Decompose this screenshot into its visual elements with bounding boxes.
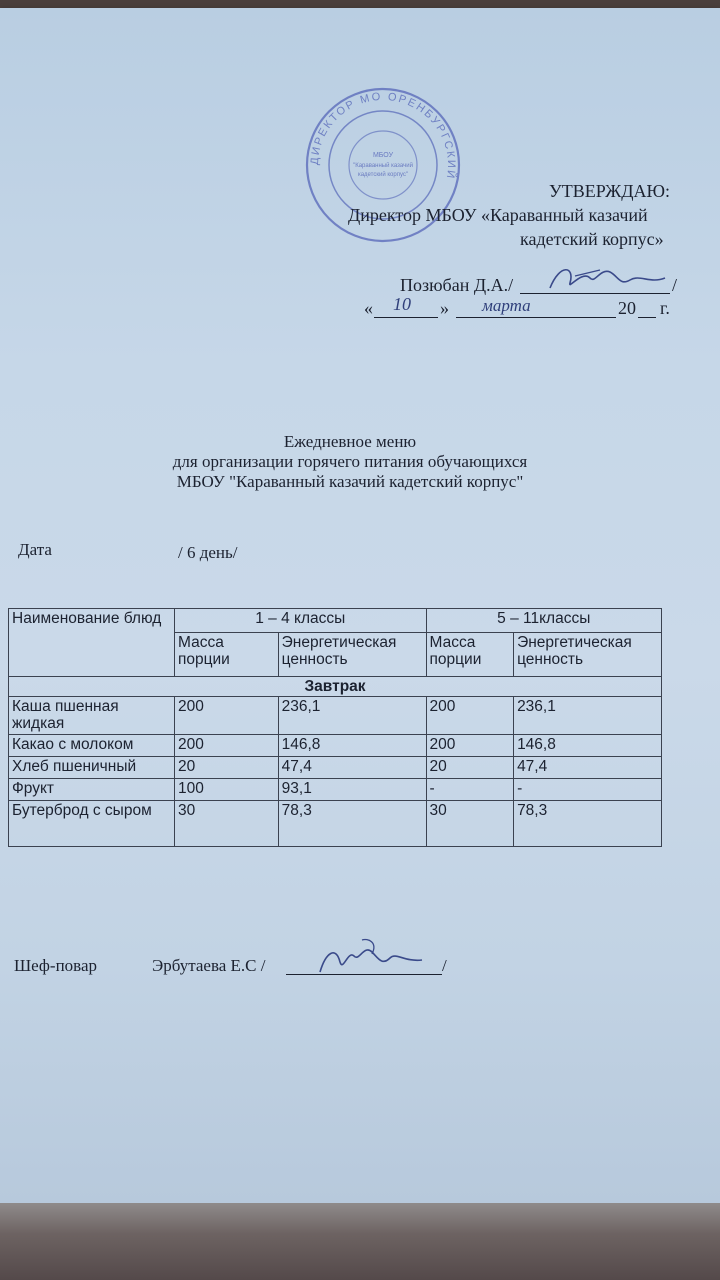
approval-position-line1: Директор МБОУ «Караванный казачий: [348, 205, 648, 225]
header-group-5-11: 5 – 11классы: [426, 609, 661, 633]
approval-position-line2: кадетский корпус»: [520, 229, 664, 249]
energy-2: 146,8: [514, 735, 662, 757]
mass-1: 200: [175, 735, 279, 757]
seal-line-2: "Караванный казачий: [353, 163, 413, 169]
mass-1: 30: [175, 801, 279, 847]
header-energy-1: Энергетическая ценность: [278, 633, 426, 677]
date-close-quote: »: [440, 298, 449, 318]
energy-2: 78,3: [514, 801, 662, 847]
table-row: [9, 757, 662, 779]
energy-1: 47,4: [278, 757, 426, 779]
header-energy-2: Энергетическая ценность: [514, 633, 662, 677]
menu-table: [8, 608, 662, 847]
mass-1: 100: [175, 779, 279, 801]
header-mass-1: Масса порции: [175, 633, 279, 677]
header-dish-name: Наименование блюд: [9, 609, 175, 677]
energy-2: 47,4: [514, 757, 662, 779]
desk-surface: [0, 1203, 720, 1280]
dish-name: Бутерброд с сыром: [9, 801, 175, 847]
mass-2: 20: [426, 757, 514, 779]
title-line1: Ежедневное меню: [283, 432, 417, 451]
table-row: [9, 801, 662, 847]
mass-1: 20: [175, 757, 279, 779]
table-row: [9, 779, 662, 801]
date-year-prefix: 20: [618, 298, 636, 318]
mass-1: 200: [175, 697, 279, 735]
dish-name: Каша пшенная жидкая: [9, 697, 175, 735]
table-row: [9, 735, 662, 757]
mass-2: 200: [426, 697, 514, 735]
energy-1: 93,1: [278, 779, 426, 801]
energy-1: 146,8: [278, 735, 426, 757]
approver-slash: /: [672, 275, 678, 295]
director-signature: [540, 258, 670, 298]
date-year-suffix: г.: [660, 298, 670, 318]
energy-2: 236,1: [514, 697, 662, 735]
seal-line-1: МБОУ: [372, 152, 394, 159]
date-day: 10: [393, 294, 411, 314]
date-label: Дата: [18, 540, 52, 559]
header-group-1-4: 1 – 4 классы: [175, 609, 427, 633]
seal-line-3: кадетский корпус": [357, 172, 409, 178]
title-line2: для организации горячего питания обучающихся: [172, 452, 528, 471]
mass-2: 200: [426, 735, 514, 757]
title-line3: МБОУ "Караванный казачий кадетский корпус": [176, 472, 524, 491]
date-month-line: [456, 317, 616, 318]
dish-name: Фрукт: [9, 779, 175, 801]
date-month: марта: [482, 296, 531, 315]
dish-name: Хлеб пшеничный: [9, 757, 175, 779]
date-value: / 6 день/: [178, 543, 238, 562]
approval-heading: УТВЕРЖДАЮ:: [549, 181, 671, 201]
header-mass-2: Масса порции: [426, 633, 514, 677]
approver-name: Позюбан Д.А./: [400, 275, 514, 295]
mass-2: -: [426, 779, 514, 801]
mass-2: 30: [426, 801, 514, 847]
dish-name: Какао с молоком: [9, 735, 175, 757]
date-day-line: [374, 317, 438, 318]
seal-outer-text: ДИРЕКТОР МО ОРЕНБУРГСКИЙ: [308, 90, 458, 181]
energy-1: 236,1: [278, 697, 426, 735]
energy-1: 78,3: [278, 801, 426, 847]
energy-2: -: [514, 779, 662, 801]
date-year-line: [638, 317, 656, 318]
chef-end-slash: /: [442, 956, 447, 975]
section-breakfast: Завтрак: [9, 677, 662, 697]
date-open-quote: «: [364, 298, 373, 318]
chef-name: Эрбутаева Е.С /: [152, 956, 266, 975]
chef-signature: [312, 932, 432, 980]
table-row: [9, 697, 662, 735]
chef-label: Шеф-повар: [14, 956, 98, 975]
